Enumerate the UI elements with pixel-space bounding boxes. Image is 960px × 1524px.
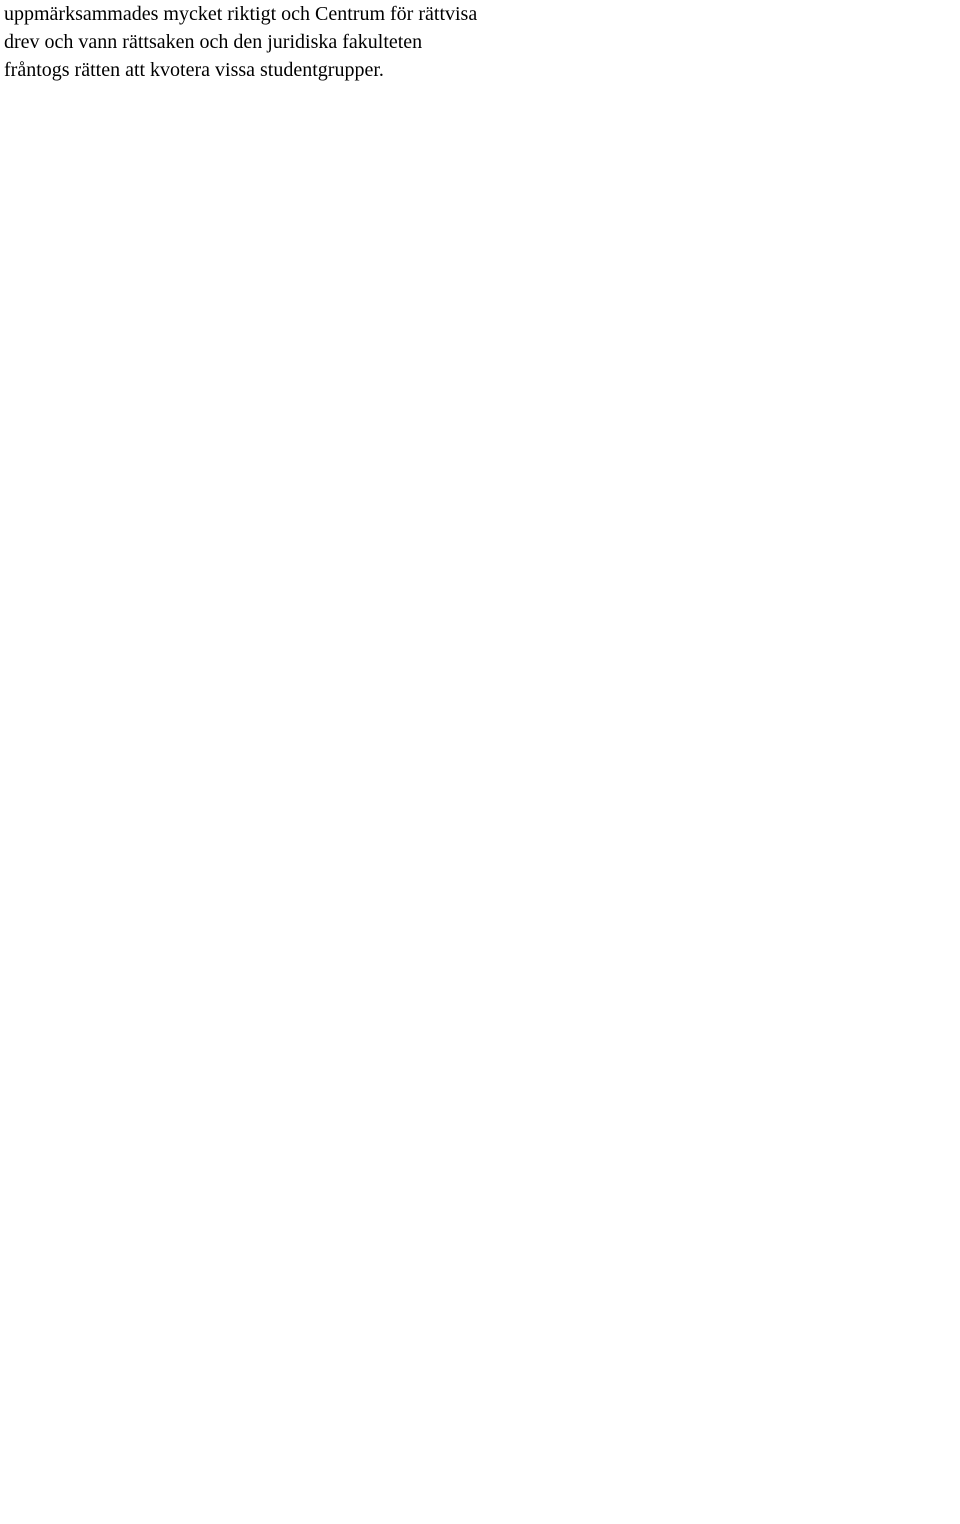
paragraph: uppmärksammades mycket riktigt och Centrum för rättvisa drev och vann rättsaken och den juridiska fakulteten fråntogs rätten att kvotera vissa studentgrupper. — [4, 3, 478, 81]
